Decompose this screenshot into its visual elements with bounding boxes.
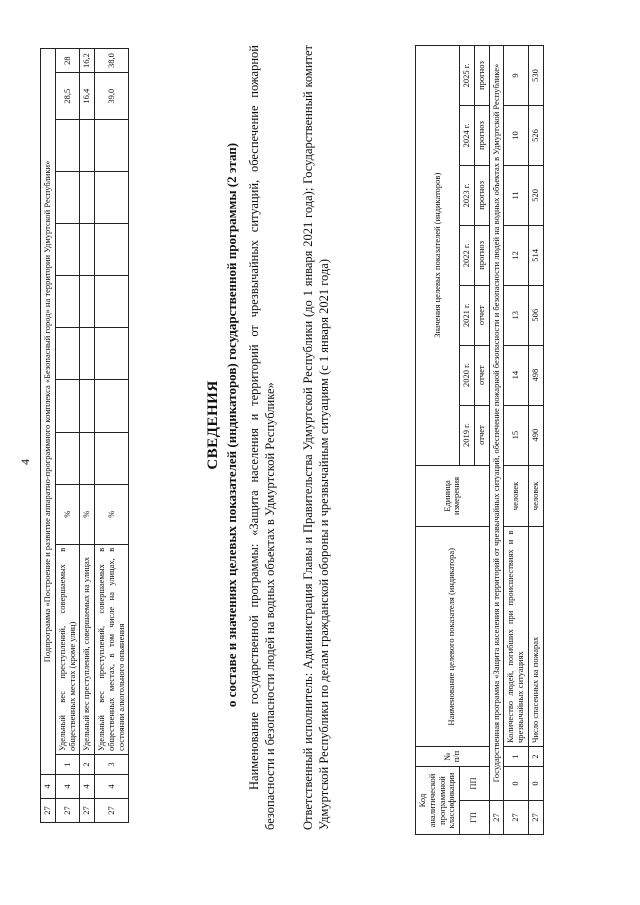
value-cell: 15 — [504, 405, 529, 465]
value-cell — [95, 120, 129, 172]
header-year: 2023 г. — [460, 165, 475, 225]
row-number: 3 — [95, 754, 129, 774]
page-title: СВЕДЕНИЯ — [205, 380, 221, 470]
pp-code-cell: 4 — [95, 774, 129, 798]
value-cell — [95, 276, 129, 328]
program-row — [489, 46, 504, 835]
value-cell: 520 — [528, 165, 543, 225]
program-title: Государственная программа «Защита населения и территорий от чрезвычайных ситуаций, обеспечение пожарной безопасности и безопасности людей на водных объектах в Удмуртской Республике» — [489, 46, 504, 801]
value-cell — [80, 120, 95, 172]
header-year: 2020 г. — [460, 345, 475, 405]
unit-cell: % — [55, 484, 80, 544]
header-gp: ГП — [460, 801, 490, 835]
value-cell — [55, 120, 80, 172]
value-cell: 9 — [504, 46, 529, 106]
value-cell: 13 — [504, 285, 529, 345]
value-cell — [80, 432, 95, 484]
header-year: 2022 г. — [460, 225, 475, 285]
header-unit: Единица измерения — [416, 465, 490, 527]
value-2025: 28 — [55, 49, 80, 73]
value-2025: 16,2 — [80, 49, 95, 73]
table-row — [528, 46, 543, 835]
table-row — [80, 49, 95, 823]
header-row — [416, 46, 460, 835]
row-number: 1 — [55, 754, 80, 774]
value-cell: 506 — [528, 285, 543, 345]
unit-cell: человек — [504, 465, 529, 527]
value-cell: 514 — [528, 225, 543, 285]
value-cell: 10 — [504, 106, 529, 166]
header-values: Значения целевых показателей (индикаторов) — [416, 46, 460, 466]
pp-code-cell: 4 — [80, 774, 95, 798]
value-cell — [55, 172, 80, 224]
value-cell — [80, 224, 95, 276]
value-cell: 526 — [528, 106, 543, 166]
top-indicator-table — [40, 48, 129, 823]
header-status: прогноз — [474, 165, 489, 225]
pp-code-cell: 0 — [504, 767, 529, 801]
indicator-name: Удельный вес преступлений, совершаемых в общественных местах (кроме улиц) — [55, 544, 80, 754]
row-number: 2 — [528, 747, 543, 767]
header-pp: ПП — [460, 767, 490, 801]
value-cell — [55, 276, 80, 328]
table-row — [504, 46, 529, 835]
unit-cell: % — [80, 484, 95, 544]
value-cell: 530 — [528, 46, 543, 106]
value-cell — [80, 276, 95, 328]
indicator-name: Число спасенных на пожарах — [528, 527, 543, 747]
gp-code-cell: 27 — [55, 798, 80, 822]
gp-code-cell: 27 — [41, 798, 56, 822]
header-status: отчет — [474, 285, 489, 345]
value-cell — [95, 172, 129, 224]
value-cell — [95, 380, 129, 432]
gp-code-cell: 27 — [80, 798, 95, 822]
table-row — [95, 49, 129, 823]
program-name-paragraph: Наименование государственной программы: «Защита населения и территорий от чрезвычайных ситуаций, обеспечение пожарной безопасности и безопасности людей на водных объектах в Удмуртской Республике» — [247, 45, 277, 830]
indicator-name: Удельный вес преступлений, совершаемых на улицах — [80, 544, 95, 754]
value-cell — [55, 328, 80, 380]
gp-code-cell: 27 — [95, 798, 129, 822]
value-cell — [80, 380, 95, 432]
page-number: 4 — [18, 459, 32, 465]
value-cell — [55, 432, 80, 484]
value-cell — [95, 432, 129, 484]
header-status: отчет — [474, 405, 489, 465]
bottom-indicator-table — [415, 45, 544, 835]
header-status: прогноз — [474, 46, 489, 106]
pp-code-cell: 4 — [41, 774, 56, 798]
table-row — [55, 49, 80, 823]
row-number: 1 — [504, 747, 529, 767]
value-cell: 12 — [504, 225, 529, 285]
executor-paragraph: Ответственный исполнитель: Администрация Главы и Правительства Удмуртской Республики (до 1 января 2021 года); Государственный комитет Удмуртской Республики по делам гражданской обороны и чрезвычайным ситуациям (с 1 января 2021 года) — [301, 45, 331, 830]
value-cell — [95, 328, 129, 380]
value-cell — [55, 380, 80, 432]
value-2024: 28,5 — [55, 73, 80, 120]
pp-code-cell: 4 — [55, 774, 80, 798]
indicator-name: Удельный вес преступлений, совершаемых в общественных местах, в том числе на улицах, в состоянии алкогольного опьянения — [95, 544, 129, 754]
row-number: 2 — [80, 754, 95, 774]
indicator-name: Количество людей, погибших при происшествиях и в чрезвычайных ситуациях — [504, 527, 529, 747]
value-2025: 38,0 — [95, 49, 129, 73]
header-indicator-name: Наименование целевого показателя (индикатора) — [416, 527, 490, 747]
header-year: 2019 г. — [460, 405, 475, 465]
value-cell — [55, 224, 80, 276]
header-status: отчет — [474, 345, 489, 405]
unit-cell: % — [95, 484, 129, 544]
value-cell: 11 — [504, 165, 529, 225]
value-cell: 14 — [504, 345, 529, 405]
value-cell — [80, 172, 95, 224]
subprogram-title: Подпрограмма «Построение и развитие аппаратно-программного комплекса «Безопасный город» на территории Удмуртской Республики» — [41, 49, 56, 775]
value-cell — [95, 224, 129, 276]
gp-code-cell: 27 — [489, 801, 504, 835]
unit-cell: человек — [528, 465, 543, 527]
value-2024: 39,0 — [95, 73, 129, 120]
header-year: 2024 г. — [460, 106, 475, 166]
gp-code-cell: 27 — [504, 801, 529, 835]
header-status: прогноз — [474, 225, 489, 285]
value-cell — [80, 328, 95, 380]
header-year: 2021 г. — [460, 285, 475, 345]
header-status: прогноз — [474, 106, 489, 166]
gp-code-cell: 27 — [528, 801, 543, 835]
page-subtitle: о составе и значениях целевых показателей (индикаторов) государственной программы (2 этап) — [224, 142, 239, 708]
pp-code-cell: 0 — [528, 767, 543, 801]
header-number: № п/п — [416, 747, 490, 767]
value-2024: 16,4 — [80, 73, 95, 120]
value-cell: 498 — [528, 345, 543, 405]
subprogram-row — [41, 49, 56, 823]
header-code: Код аналитической программной классификации — [416, 767, 460, 835]
header-year: 2025 г. — [460, 46, 475, 106]
value-cell: 490 — [528, 405, 543, 465]
